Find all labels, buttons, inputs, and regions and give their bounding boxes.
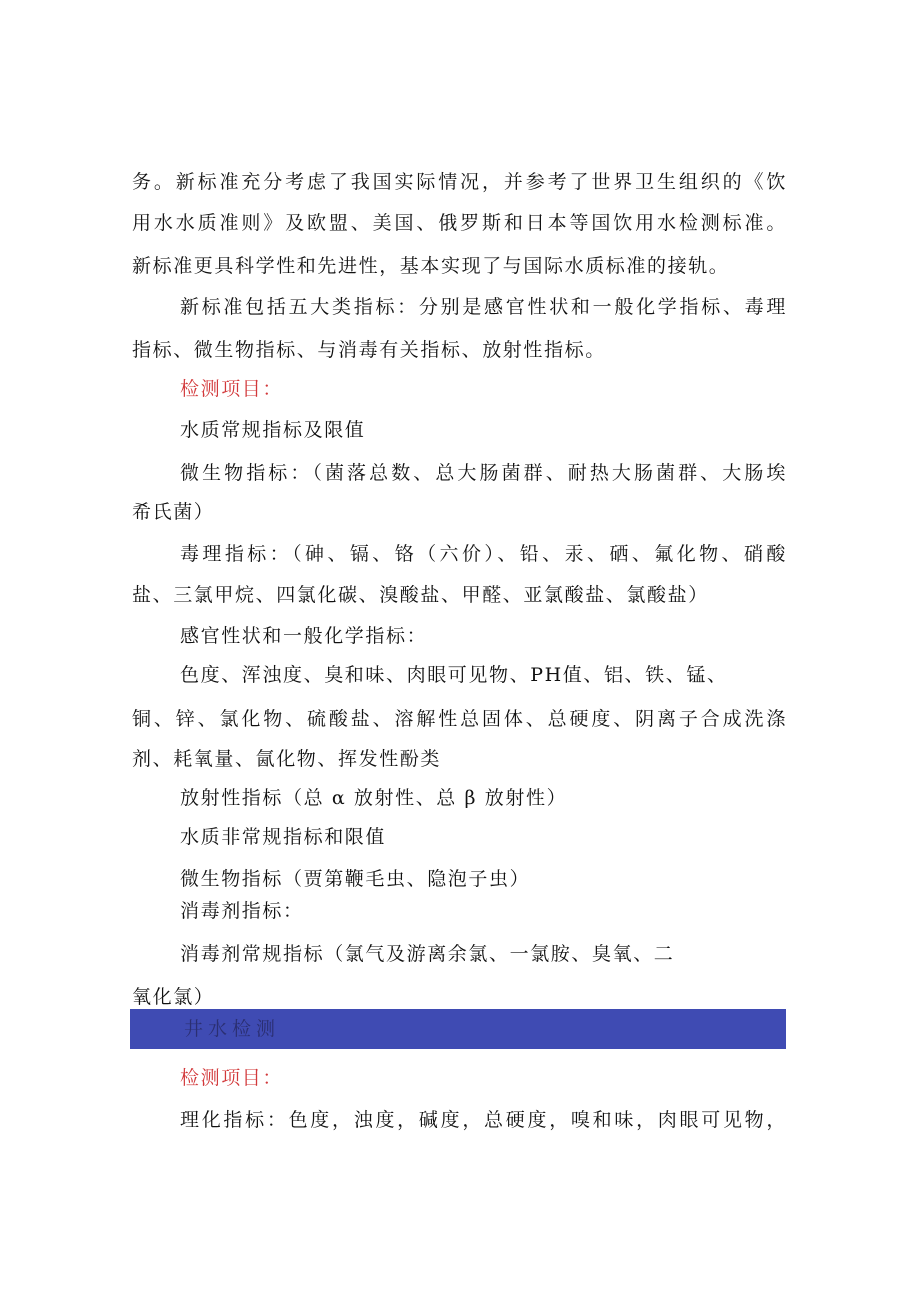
subheading: 消毒剂指标： — [180, 900, 304, 922]
paragraph-line: 希氏菌） — [132, 501, 215, 523]
banner-title: 井水检测 — [184, 1018, 281, 1040]
paragraph-line: 指标、微生物指标、与消毒有关指标、放射性指标。 — [132, 339, 606, 361]
paragraph-line: 务。新标准充分考虑了我国实际情况，并参考了世界卫生组织的《饮 — [132, 171, 787, 193]
paragraph-line: 新标准包括五大类指标：分别是感官性状和一般化学指标、毒理 — [180, 296, 787, 318]
subheading: 水质非常规指标和限值 — [180, 826, 387, 848]
subheading: 水质常规指标及限值 — [180, 419, 366, 441]
paragraph-line: 铜、锌、氯化物、硫酸盐、溶解性总固体、总硬度、阴离子合成洗涤 — [132, 708, 787, 730]
section-heading: 检测项目： — [180, 378, 284, 400]
subheading: 感官性状和一般化学指标： — [180, 625, 428, 647]
paragraph-line: 氧化氯） — [132, 986, 215, 1008]
paragraph-line: 剂、耗氧量、氤化物、挥发性酚类 — [132, 748, 442, 770]
paragraph-line: 微生物指标（贾第鞭毛虫、隐泡子虫） — [180, 868, 531, 890]
paragraph-line: 放射性指标（总 α 放射性、总 β 放射性） — [180, 787, 568, 809]
paragraph-line: 色度、浑浊度、臭和味、肉眼可见物、PH值、铝、铁、锰、 — [180, 664, 728, 686]
section-banner — [130, 1009, 786, 1049]
paragraph-line: 消毒剂常规指标（氯气及游离余氯、一氯胺、臭氧、二 — [180, 943, 675, 965]
paragraph-line: 理化指标：色度，浊度，碱度，总硬度，嗅和味，肉眼可见物， — [180, 1109, 787, 1131]
paragraph-line: 微生物指标：（菌落总数、总大肠菌群、耐热大肠菌群、大肠埃 — [180, 462, 787, 484]
paragraph-line: 盐、三氯甲烷、四氯化碳、溴酸盐、甲醛、亚氯酸盐、氯酸盐） — [132, 584, 709, 606]
paragraph-line: 新标准更具科学性和先进性，基本实现了与国际水质标准的接轨。 — [132, 255, 730, 277]
section-heading: 检测项目： — [180, 1067, 284, 1089]
paragraph-line: 毒理指标：（砷、镉、铬（六价）、铅、汞、硒、氟化物、硝酸 — [180, 543, 787, 565]
paragraph-line: 用水水质准则》及欧盟、美国、俄罗斯和日本等国饮用水检测标准。 — [132, 212, 787, 234]
